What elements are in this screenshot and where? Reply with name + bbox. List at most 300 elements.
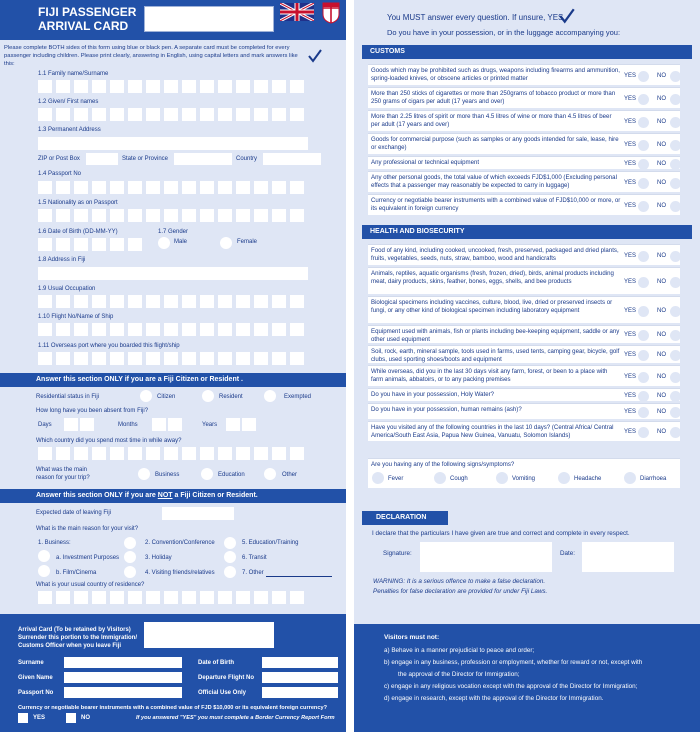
occupation-box[interactable] [164, 295, 178, 308]
usual-country-box[interactable] [38, 591, 52, 604]
occupation-box[interactable] [128, 295, 142, 308]
flight-box[interactable] [92, 323, 106, 336]
customs-row [368, 133, 680, 154]
yes-radio[interactable] [638, 391, 649, 402]
other-trip-label: Other [282, 472, 298, 478]
reason-visiting-radio[interactable] [124, 566, 136, 578]
no-label: NO [657, 409, 666, 415]
no-radio[interactable] [670, 117, 681, 128]
port-box[interactable] [38, 352, 52, 365]
nationality-box[interactable] [74, 209, 88, 222]
yes-radio[interactable] [638, 372, 649, 383]
given-names-box[interactable] [92, 108, 106, 121]
usual-country-box[interactable] [56, 591, 70, 604]
flight-box[interactable] [38, 323, 52, 336]
stub-no-box[interactable] [66, 713, 76, 723]
zip-field[interactable] [86, 153, 118, 165]
flight-box[interactable] [74, 323, 88, 336]
no-radio[interactable] [670, 251, 681, 262]
surname-box[interactable] [56, 80, 70, 93]
most-time-country-box[interactable] [74, 447, 88, 460]
stub-dep-label: Departure Flight No [198, 675, 255, 681]
yes-radio[interactable] [638, 350, 649, 361]
stub-yes-box[interactable] [18, 713, 28, 723]
given-names-box[interactable] [110, 108, 124, 121]
usual-country-box[interactable] [74, 591, 88, 604]
flight-box[interactable] [200, 323, 214, 336]
stub-title: Arrival Card (To be retained by Visitors) Surrender this portion to the Immigration/ Customs Officer when you leave Fiji [18, 627, 138, 649]
most-time-country-box[interactable] [110, 447, 124, 460]
usual-country-box[interactable] [182, 591, 196, 604]
surname-box[interactable] [236, 80, 250, 93]
yes-label: YES [624, 409, 637, 415]
flight-box[interactable] [164, 323, 178, 336]
port-box[interactable] [164, 352, 178, 365]
flight-box[interactable] [254, 323, 268, 336]
no-label: NO [657, 203, 666, 209]
given-names-box[interactable] [74, 108, 88, 121]
months-box-1[interactable] [152, 418, 166, 431]
passport-label: 1.4 Passport No [38, 171, 82, 177]
port-box[interactable] [200, 352, 214, 365]
occupation-box[interactable] [56, 295, 70, 308]
reason-film-label: b. Film/Cinema [56, 570, 97, 576]
nationality-box[interactable] [128, 209, 142, 222]
dob-box[interactable] [92, 238, 106, 251]
surname-box[interactable] [146, 80, 160, 93]
usual-country-box[interactable] [290, 591, 304, 604]
flight-box[interactable] [110, 323, 124, 336]
symptom-headache-label: Headache [574, 476, 602, 482]
header-field[interactable] [144, 6, 274, 32]
reason-investment-label: a. Investment Purposes [56, 555, 120, 561]
must-not-title: Visitors must not: [384, 634, 440, 641]
stub-passport-field[interactable] [64, 687, 182, 698]
no-radio[interactable] [670, 391, 681, 402]
yes-label: YES [624, 203, 637, 209]
usual-country-box[interactable] [92, 591, 106, 604]
customs-row [368, 171, 680, 192]
dob-box[interactable] [74, 238, 88, 251]
most-time-country-box[interactable] [38, 447, 52, 460]
port-box[interactable] [272, 352, 286, 365]
dob-box[interactable] [56, 238, 70, 251]
other-trip-radio[interactable] [264, 468, 276, 480]
most-time-country-box[interactable] [92, 447, 106, 460]
check-mark-icon [307, 48, 323, 64]
months-box-2[interactable] [168, 418, 182, 431]
usual-country-box[interactable] [236, 591, 250, 604]
years-box-2[interactable] [242, 418, 256, 431]
surname-box[interactable] [200, 80, 214, 93]
passport-box[interactable] [272, 181, 286, 194]
occupation-box[interactable] [290, 295, 304, 308]
reason-transit-radio[interactable] [224, 551, 236, 563]
yes-label: YES [624, 161, 637, 167]
given-names-box[interactable] [56, 108, 70, 121]
business-trip-label: Business [155, 472, 180, 478]
female-radio[interactable] [220, 237, 232, 249]
health-row [368, 296, 680, 323]
occupation-box[interactable] [146, 295, 160, 308]
flight-box[interactable] [146, 323, 160, 336]
usual-country-box[interactable] [128, 591, 142, 604]
given-names-box[interactable] [182, 108, 196, 121]
port-box[interactable] [182, 352, 196, 365]
health-row [368, 325, 680, 343]
no-label: NO [657, 332, 666, 338]
yes-radio[interactable] [638, 427, 649, 438]
usual-country-box[interactable] [110, 591, 124, 604]
surname-box[interactable] [272, 80, 286, 93]
customs-row [368, 64, 680, 85]
fiji-address-label: 1.8 Address in Fiji [38, 257, 86, 263]
port-box[interactable] [110, 352, 124, 365]
surname-box[interactable] [38, 80, 52, 93]
yes-radio[interactable] [638, 140, 649, 151]
yes-label: YES [624, 253, 637, 259]
passport-box[interactable] [254, 181, 268, 194]
days-box-1[interactable] [64, 418, 78, 431]
most-time-country-box[interactable] [218, 447, 232, 460]
resident-radio[interactable] [202, 390, 214, 402]
yes-label: YES [624, 393, 637, 399]
fiji-address-field[interactable] [38, 267, 308, 280]
given-names-box[interactable] [128, 108, 142, 121]
female-label: Female [237, 239, 258, 245]
no-radio[interactable] [670, 178, 681, 189]
passport-box[interactable] [38, 181, 52, 194]
given-names-box[interactable] [254, 108, 268, 121]
dob-box[interactable] [110, 238, 124, 251]
state-label: State or Province [122, 156, 169, 162]
port-box[interactable] [128, 352, 142, 365]
dob-box[interactable] [128, 238, 142, 251]
surname-box[interactable] [290, 80, 304, 93]
stub-dob-field[interactable] [262, 657, 338, 668]
date-label: Date: [560, 550, 576, 557]
passport-box[interactable] [218, 181, 232, 194]
reason-film-radio[interactable] [38, 565, 50, 577]
yes-radio[interactable] [638, 117, 649, 128]
most-time-country-box[interactable] [182, 447, 196, 460]
no-radio[interactable] [670, 140, 681, 151]
occupation-box[interactable] [74, 295, 88, 308]
flight-box[interactable] [128, 323, 142, 336]
address-label: 1.3 Permanent Address [38, 127, 101, 133]
stub-note: If you answered "YES" you must complete a Border Currency Report Form [136, 715, 335, 721]
reason-convention-radio[interactable] [124, 537, 136, 549]
reason-education-radio[interactable] [224, 537, 236, 549]
education-trip-label: Education [218, 472, 245, 478]
symptom-headache-radio[interactable] [558, 472, 570, 484]
no-radio[interactable] [670, 350, 681, 361]
no-radio[interactable] [670, 372, 681, 383]
yes-radio[interactable] [638, 94, 649, 105]
no-radio[interactable] [670, 330, 681, 341]
res-status-label: Residential status in Fiji [36, 394, 100, 400]
no-label: NO [657, 142, 666, 148]
years-box-1[interactable] [226, 418, 240, 431]
declaration-text: I declare that the particulars I have given are true and correct and complete in every respect. [372, 530, 630, 537]
reason-investment-radio[interactable] [38, 550, 50, 562]
occupation-box[interactable] [182, 295, 196, 308]
symptom-cough-radio[interactable] [434, 472, 446, 484]
rule-a: a) Behave in a manner prejudicial to peace and order; [384, 647, 535, 654]
nationality-box[interactable] [254, 209, 268, 222]
state-field[interactable] [174, 153, 232, 165]
port-box[interactable] [74, 352, 88, 365]
given-names-box[interactable] [164, 108, 178, 121]
port-box[interactable] [146, 352, 160, 365]
port-box[interactable] [290, 352, 304, 365]
yes-label: YES [624, 73, 637, 79]
yes-radio[interactable] [638, 407, 649, 418]
yes-radio[interactable] [638, 201, 649, 212]
nationality-box[interactable] [146, 209, 160, 222]
no-radio[interactable] [670, 71, 681, 82]
flight-box[interactable] [182, 323, 196, 336]
nationality-box[interactable] [218, 209, 232, 222]
surname-box[interactable] [164, 80, 178, 93]
reason-other-line[interactable] [266, 576, 332, 577]
nationality-label: 1.5 Nationality as on Passport [38, 200, 118, 206]
stub-no-label: NO [81, 715, 90, 721]
symptom-cough-label: Cough [450, 476, 468, 482]
nationality-box[interactable] [164, 209, 178, 222]
no-radio[interactable] [670, 159, 681, 170]
usual-country-box[interactable] [272, 591, 286, 604]
citizen-radio[interactable] [140, 390, 152, 402]
signature-label: Signature: [383, 550, 412, 557]
no-radio[interactable] [670, 94, 681, 105]
address-field[interactable] [38, 137, 308, 150]
days-box-2[interactable] [80, 418, 94, 431]
education-trip-radio[interactable] [201, 468, 213, 480]
surname-box[interactable] [182, 80, 196, 93]
given-names-box[interactable] [272, 108, 286, 121]
no-radio[interactable] [670, 201, 681, 212]
no-radio[interactable] [670, 427, 681, 438]
most-time-country-box[interactable] [164, 447, 178, 460]
passport-box[interactable] [164, 181, 178, 194]
health-question: Food of any kind, including cooked, uncooked, fresh, preserved, packaged and dried plants, fruits, vegetables, seeds, nuts, straw, bamboo, wood and handicrafts [371, 247, 619, 262]
yes-radio[interactable] [638, 306, 649, 317]
stub-passport-label: Passport No [18, 690, 54, 696]
customs-row [368, 87, 680, 108]
health-question: Have you visited any of the following countries in the last 10 days? (Central Africa/ Central America/South East Asia, Papua New Guinea, Vanuatu, Solomon Islands) [371, 424, 614, 439]
occupation-box[interactable] [92, 295, 106, 308]
reason-other-label: 7. Other [242, 570, 264, 576]
surname-box[interactable] [92, 80, 106, 93]
no-label: NO [657, 352, 666, 358]
instructions: Please complete BOTH sides of this form using blue or black pen. A separate card must be completed for every passenger including children. Please print clearly, answering in English, using capital letters and mark answers like this: [4, 45, 298, 67]
passport-box[interactable] [182, 181, 196, 194]
symptoms-question: Are you having any of the following signs/symptoms? [371, 461, 515, 468]
given-names-box[interactable] [236, 108, 250, 121]
occupation-box[interactable] [200, 295, 214, 308]
occupation-box[interactable] [272, 295, 286, 308]
exempted-radio[interactable] [264, 390, 276, 402]
reason-other-radio[interactable] [224, 566, 236, 578]
most-time-country-box[interactable] [254, 447, 268, 460]
passport-box[interactable] [236, 181, 250, 194]
given-names-label: 1.2 Given/ First names [38, 99, 99, 105]
yes-radio[interactable] [638, 330, 649, 341]
fiji-shield-icon [321, 2, 341, 24]
usual-country-box[interactable] [146, 591, 160, 604]
absent-label: How long have you been absent from Fiji? [36, 408, 149, 414]
visit-reason-label: What is the main reason for your visit? [36, 526, 139, 532]
occupation-box[interactable] [218, 295, 232, 308]
given-names-box[interactable] [38, 108, 52, 121]
health-question: Do you have in your possession, human remains (ash)? [371, 406, 522, 413]
rule-c: c) engage in any religious vocation except with the approval of the Director for Immigration; [384, 683, 638, 690]
health-section-bar: HEALTH AND BIOSECURITY [362, 225, 692, 239]
most-time-country-box[interactable] [200, 447, 214, 460]
port-box[interactable] [218, 352, 232, 365]
usual-country-box[interactable] [218, 591, 232, 604]
trip-reason-label: What was the main reason for your trip? [36, 467, 90, 481]
passport-box[interactable] [200, 181, 214, 194]
nationality-box[interactable] [56, 209, 70, 222]
nationality-box[interactable] [110, 209, 124, 222]
port-box[interactable] [254, 352, 268, 365]
customs-question: More than 2.25 litres of spirit or more than 4.5 litres of wine or more than 4.5 litres of beer per adult (17 years and over) [371, 113, 612, 128]
health-question: Biological specimens including vaccines, culture, blood, live, dried or preserved insects or fungi, or any other kind of biological specimen including laboratory equipment [371, 299, 613, 314]
occupation-box[interactable] [236, 295, 250, 308]
occupation-box[interactable] [254, 295, 268, 308]
stub-yes-label: YES [33, 715, 46, 721]
most-time-label: Which country did you spend most time in while away? [36, 438, 182, 444]
usual-country-box[interactable] [200, 591, 214, 604]
surname-box[interactable] [218, 80, 232, 93]
occupation-box[interactable] [110, 295, 124, 308]
given-names-box[interactable] [146, 108, 160, 121]
customs-question: Goods which may be prohibited such as drugs, weapons including firearms and ammunition, spring-loaded knives, or obscene articles or printed matter [371, 67, 620, 82]
given-names-box[interactable] [290, 108, 304, 121]
stub-surname-field[interactable] [64, 657, 182, 668]
most-time-country-box[interactable] [56, 447, 70, 460]
yes-radio[interactable] [638, 159, 649, 170]
no-radio[interactable] [670, 306, 681, 317]
customs-question: Goods for commercial purpose (such as samples or any goods intended for sale, lease, hire or exchange) [371, 136, 619, 151]
nationality-box[interactable] [182, 209, 196, 222]
expected-leave-label: Expected date of leaving Fiji [36, 510, 112, 516]
most-time-country-box[interactable] [272, 447, 286, 460]
yes-radio[interactable] [638, 71, 649, 82]
card-title: FIJI PASSENGER ARRIVAL CARD [38, 5, 137, 33]
symptom-fever-radio[interactable] [372, 472, 384, 484]
usual-country-box[interactable] [164, 591, 178, 604]
yes-radio[interactable] [638, 251, 649, 262]
nationality-box[interactable] [272, 209, 286, 222]
given-names-box[interactable] [200, 108, 214, 121]
flight-box[interactable] [236, 323, 250, 336]
flight-box[interactable] [290, 323, 304, 336]
passport-box[interactable] [74, 181, 88, 194]
customs-row [368, 194, 680, 215]
dob-box[interactable] [38, 238, 52, 251]
no-label: NO [657, 308, 666, 314]
no-label: NO [657, 429, 666, 435]
reason-holiday-label: 3. Holiday [145, 555, 172, 561]
signature-field[interactable] [420, 542, 552, 572]
passport-box[interactable] [290, 181, 304, 194]
date-field[interactable] [582, 542, 674, 572]
most-time-country-box[interactable] [146, 447, 160, 460]
passport-box[interactable] [110, 181, 124, 194]
port-box[interactable] [236, 352, 250, 365]
stub-id-field[interactable] [144, 622, 274, 648]
stub-dep-field[interactable] [262, 672, 338, 683]
stub-official-field[interactable] [262, 687, 338, 698]
health-row [368, 403, 680, 419]
country-field[interactable] [263, 153, 321, 165]
expected-leave-field[interactable] [162, 507, 234, 520]
yes-label: YES [624, 142, 637, 148]
port-box[interactable] [56, 352, 70, 365]
occupation-label: 1.9 Usual Occupation [38, 286, 96, 292]
no-label: NO [657, 161, 666, 167]
no-radio[interactable] [670, 407, 681, 418]
passport-box[interactable] [92, 181, 106, 194]
health-row [368, 267, 680, 294]
business-trip-radio[interactable] [138, 468, 150, 480]
most-time-country-box[interactable] [290, 447, 304, 460]
stub-given-field[interactable] [64, 672, 182, 683]
reason-education-label: 5. Education/Training [242, 540, 299, 546]
occupation-box[interactable] [38, 295, 52, 308]
most-time-country-box[interactable] [128, 447, 142, 460]
flight-box[interactable] [218, 323, 232, 336]
yes-radio[interactable] [638, 277, 649, 288]
passport-box[interactable] [146, 181, 160, 194]
reason-transit-label: 6. Transit [242, 555, 267, 561]
nationality-box[interactable] [290, 209, 304, 222]
passport-box[interactable] [128, 181, 142, 194]
nationality-box[interactable] [38, 209, 52, 222]
surname-box[interactable] [74, 80, 88, 93]
no-label: NO [657, 279, 666, 285]
symptom-vomiting-radio[interactable] [496, 472, 508, 484]
reason-visiting-label: 4. Visiting friends/relatives [145, 570, 215, 576]
symptom-diarrhoea-radio[interactable] [624, 472, 636, 484]
health-question: Do you have in your possession, Holy Water? [371, 391, 495, 398]
male-radio[interactable] [158, 237, 170, 249]
flight-box[interactable] [56, 323, 70, 336]
yes-radio[interactable] [638, 178, 649, 189]
flight-box[interactable] [272, 323, 286, 336]
no-label: NO [657, 393, 666, 399]
no-radio[interactable] [670, 277, 681, 288]
nationality-box[interactable] [200, 209, 214, 222]
yes-label: YES [624, 279, 637, 285]
health-row [368, 365, 680, 386]
passport-box[interactable] [56, 181, 70, 194]
reason-holiday-radio[interactable] [124, 551, 136, 563]
surname-box[interactable] [254, 80, 268, 93]
nationality-box[interactable] [236, 209, 250, 222]
port-box[interactable] [92, 352, 106, 365]
most-time-country-box[interactable] [236, 447, 250, 460]
given-names-box[interactable] [218, 108, 232, 121]
country-label: Country [236, 156, 258, 162]
nationality-box[interactable] [92, 209, 106, 222]
surname-box[interactable] [110, 80, 124, 93]
usual-country-box[interactable] [254, 591, 268, 604]
surname-box[interactable] [128, 80, 142, 93]
